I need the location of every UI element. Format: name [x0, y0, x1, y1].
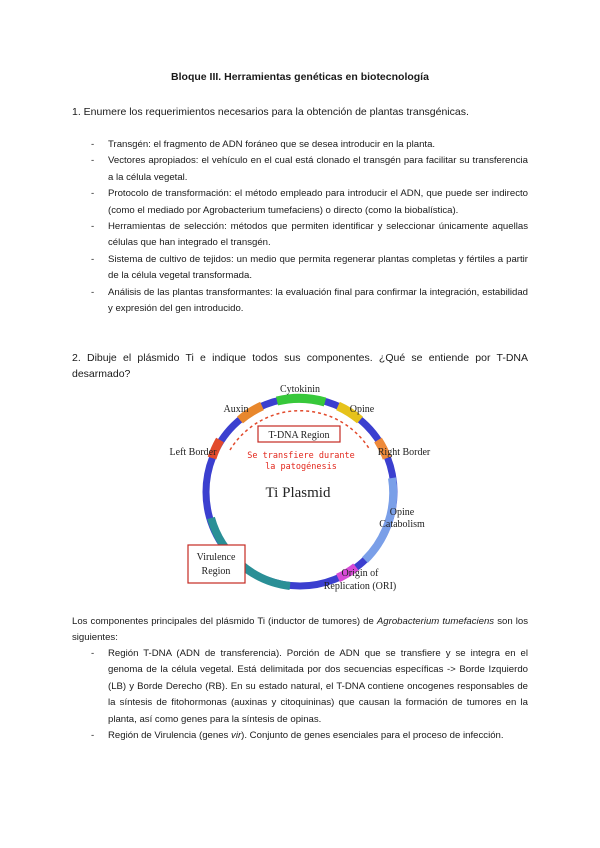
- page-title: Bloque III. Herramientas genéticas en biotecnología: [171, 71, 429, 83]
- cytokinin-segment: [277, 398, 325, 402]
- intro-text-end: son los siguientes:: [72, 616, 528, 644]
- components-list: [72, 646, 528, 744]
- list-item: - Protocolo de transformación: el método empleado para introducir el ADN, que puede ser indirecto (como el mediado por Agrobacterium tumefaciens) o directo (como la biobalística).: [72, 186, 528, 219]
- opine-catabolism-label-1: Opine: [389, 507, 415, 518]
- opine-label: Opine: [349, 404, 375, 415]
- virulence-box: [188, 545, 245, 583]
- vir-text: Región de Virulencia (genes: [108, 730, 232, 742]
- vir-gene-name: vir: [231, 730, 242, 742]
- ori-label-2: Replication (ORI): [323, 581, 397, 592]
- transfer-note-1: Se transfiere durante: [247, 451, 355, 461]
- list-item: - Sistema de cultivo de tejidos: un medio que permita regenerar plantas completas y fértiles a partir de la célula vegetal transformada.: [72, 252, 528, 285]
- list-item: - Herramientas de selección: métodos que permiten identificar y seleccionar únicamente aquellas células que han integrado el transgén.: [72, 219, 528, 252]
- virulence-label-2: Region: [201, 566, 231, 577]
- opine-catabolism-label-2: Catabolism: [379, 519, 425, 530]
- ti-plasmid-diagram: [0, 378, 600, 603]
- vir-text-end: ). Conjunto de genes esenciales para el proceso de infección.: [241, 730, 504, 742]
- transfer-note-2: la patogénesis: [265, 462, 337, 472]
- question-2: 2. Dibuje el plásmido Ti e indique todos sus componentes. ¿Qué se entiende por T-DNA desarmado?: [72, 352, 528, 380]
- list-item: - Transgén: el fragmento de ADN foráneo que se desea introducir en la planta.: [72, 137, 528, 153]
- components-intro: [72, 614, 528, 647]
- left-border-label: Left Border: [169, 447, 217, 458]
- list-item: - Región T-DNA (ADN de transferencia). Porción de ADN que se transfiere y se integra en el genoma de la célula vegetal. Está delimitada por dos secuencias específicas -> Borde Izquierdo (LB) y Borde Derecho (RB). En su estado natural, el T-DNA contiene oncogenes responsables de la síntesis de fitohormonas (auxinas y citoquininas) que causan la formación de tumores en la planta, así como genes para la síntesis de opinas.: [72, 646, 528, 728]
- cytokinin-label: Cytokinin: [279, 384, 321, 395]
- ori-label-1: Origin of: [341, 568, 379, 579]
- list-item: - Análisis de las plantas transformantes: la evaluación final para confirmar la integración, estabilidad y expresión del gen introducido.: [72, 285, 528, 318]
- right-border-label: Right Border: [377, 447, 431, 458]
- question-1: 1. Enumere los requerimientos necesarios para la obtención de plantas transgénicas.: [72, 106, 469, 118]
- species-name: Agrobacterium tumefaciens: [376, 616, 495, 627]
- tdna-label: T-DNA Region: [268, 430, 330, 441]
- list-item: - Vectores apropiados: el vehículo en el cual está clonado el transgén para facilitar su transferencia a la célula vegetal.: [72, 153, 528, 186]
- auxin-label: Auxin: [223, 404, 249, 415]
- requirements-list: [72, 137, 528, 317]
- intro-text: Los componentes principales del plásmido Ti (inductor de tumores) de: [72, 616, 377, 627]
- list-item: [72, 728, 528, 744]
- ti-plasmid-title: Ti Plasmid: [265, 485, 331, 501]
- virulence-label-1: Virulence: [196, 552, 236, 563]
